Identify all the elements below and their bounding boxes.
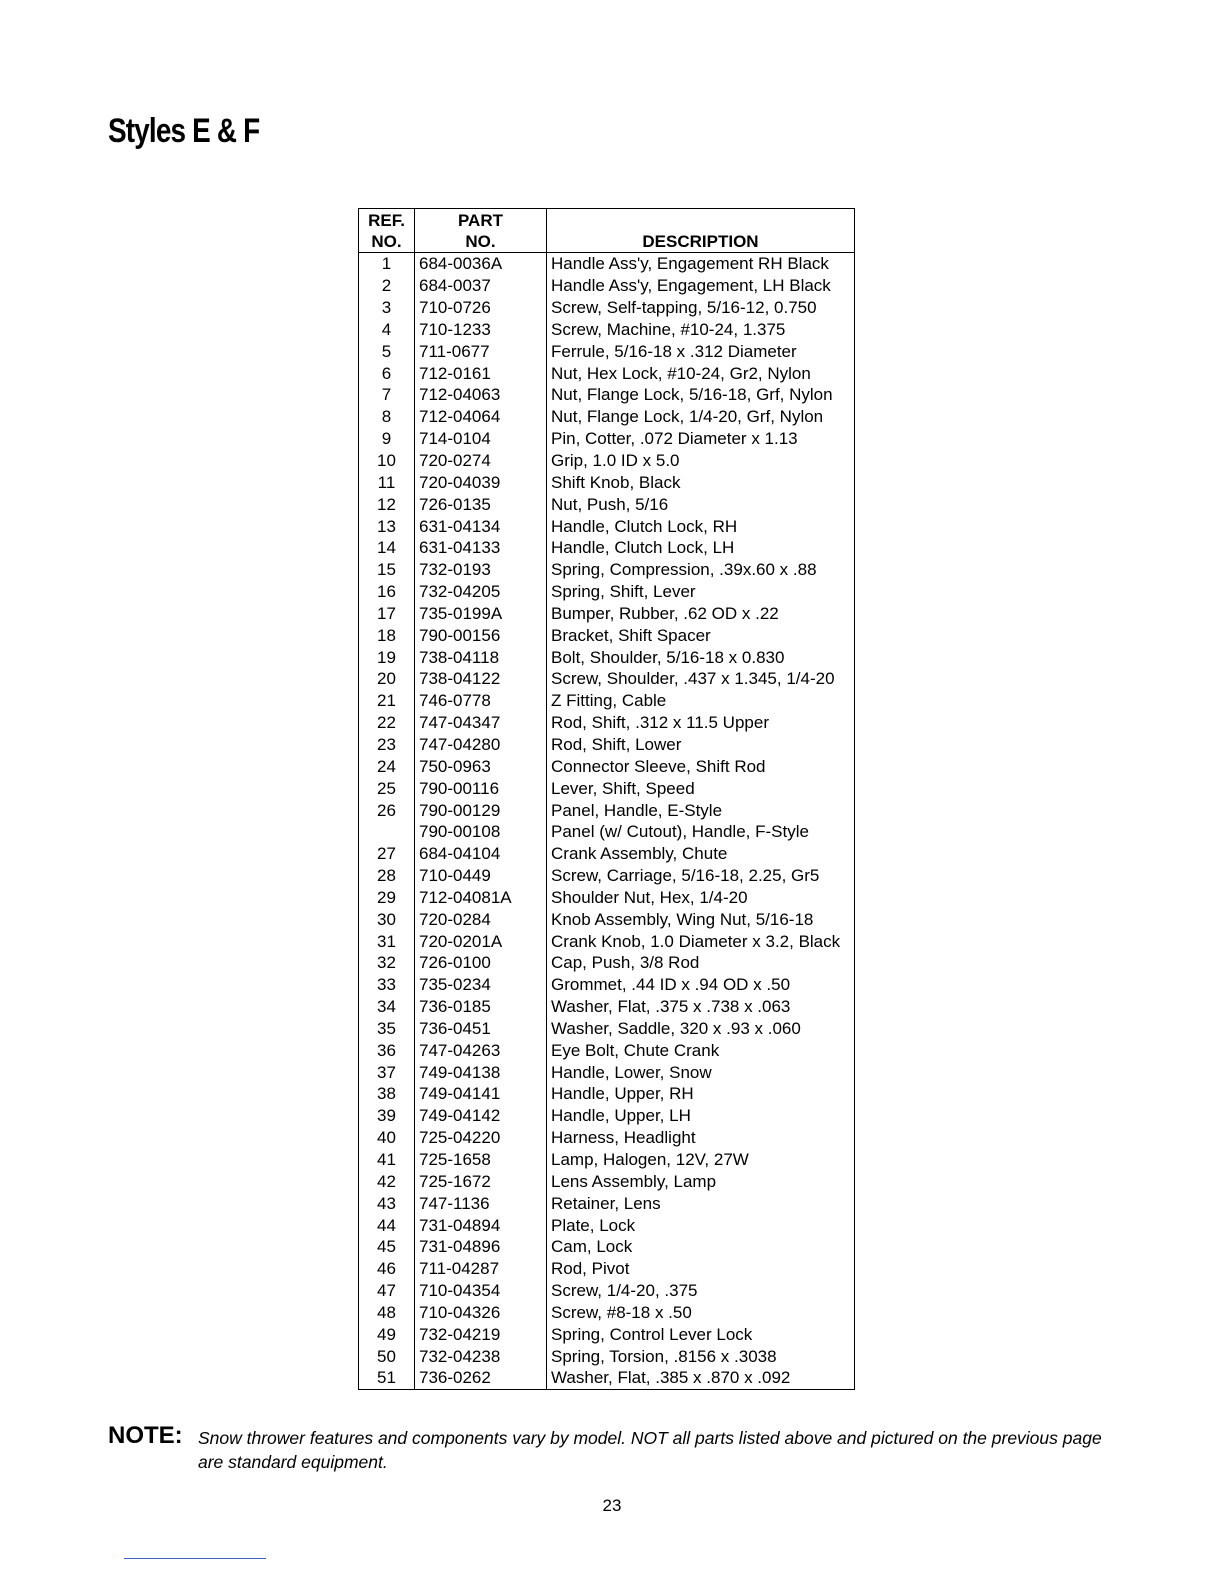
table-row: [359, 603, 855, 625]
description-cell: Washer, Flat, .375 x .738 x .063: [547, 996, 855, 1018]
parts-table-body: [359, 253, 855, 1390]
table-row: [359, 1083, 855, 1105]
ref-no-cell: 44: [359, 1214, 415, 1236]
part-no-cell: 684-04104: [415, 843, 547, 865]
table-row: [359, 886, 855, 908]
part-no-cell: 738-04118: [415, 646, 547, 668]
ref-no-cell: 32: [359, 952, 415, 974]
part-no-cell: 684-0037: [415, 275, 547, 297]
description-cell: Cam, Lock: [547, 1236, 855, 1258]
part-no-cell: 732-04238: [415, 1345, 547, 1367]
ref-no-cell: 14: [359, 537, 415, 559]
description-cell: Pin, Cotter, .072 Diameter x 1.13: [547, 428, 855, 450]
part-no-cell: 747-1136: [415, 1192, 547, 1214]
table-row: [359, 1127, 855, 1149]
description-cell: Harness, Headlight: [547, 1127, 855, 1149]
description-cell: Cap, Push, 3/8 Rod: [547, 952, 855, 974]
part-no-cell: 749-04142: [415, 1105, 547, 1127]
ref-no-cell: [359, 821, 415, 843]
description-cell: Spring, Control Lever Lock: [547, 1323, 855, 1345]
description-cell: Screw, Shoulder, .437 x 1.345, 1/4-20: [547, 668, 855, 690]
ref-no-cell: 5: [359, 340, 415, 362]
description-cell: Retainer, Lens: [547, 1192, 855, 1214]
description-cell: Shift Knob, Black: [547, 471, 855, 493]
part-no-cell: 750-0963: [415, 755, 547, 777]
description-cell: Screw, Machine, #10-24, 1.375: [547, 319, 855, 341]
table-row: [359, 493, 855, 515]
part-no-cell: 790-00116: [415, 777, 547, 799]
description-cell: Nut, Flange Lock, 5/16-18, Grf, Nylon: [547, 384, 855, 406]
description-cell: Rod, Shift, Lower: [547, 734, 855, 756]
part-no-cell: 631-04133: [415, 537, 547, 559]
table-row: [359, 908, 855, 930]
table-row: [359, 930, 855, 952]
ref-no-cell: 39: [359, 1105, 415, 1127]
part-no-cell: 746-0778: [415, 690, 547, 712]
part-no-cell: 720-0201A: [415, 930, 547, 952]
part-no-cell: 711-0677: [415, 340, 547, 362]
parts-table: [358, 208, 855, 1390]
description-cell: Knob Assembly, Wing Nut, 5/16-18: [547, 908, 855, 930]
part-no-cell: 710-0449: [415, 865, 547, 887]
part-no-cell: 712-04063: [415, 384, 547, 406]
table-row: [359, 668, 855, 690]
part-no-cell: 738-04122: [415, 668, 547, 690]
table-row: [359, 384, 855, 406]
ref-no-cell: 51: [359, 1367, 415, 1389]
description-cell: Handle, Clutch Lock, LH: [547, 537, 855, 559]
table-row: [359, 1192, 855, 1214]
table-row: [359, 624, 855, 646]
table-row: [359, 1149, 855, 1171]
ref-no-cell: 8: [359, 406, 415, 428]
part-no-cell: 725-1658: [415, 1149, 547, 1171]
description-header: [547, 209, 855, 253]
description-cell: Washer, Saddle, 320 x .93 x .060: [547, 1018, 855, 1040]
part-no-cell: 684-0036A: [415, 253, 547, 275]
part-no-cell: 747-04347: [415, 712, 547, 734]
part-no-cell: 732-04219: [415, 1323, 547, 1345]
table-row: [359, 275, 855, 297]
table-header-row: [359, 209, 855, 253]
description-cell: Panel (w/ Cutout), Handle, F-Style: [547, 821, 855, 843]
ref-no-cell: 6: [359, 362, 415, 384]
ref-no-cell: 16: [359, 581, 415, 603]
description-cell: Handle, Lower, Snow: [547, 1061, 855, 1083]
part-no-cell: 710-04354: [415, 1280, 547, 1302]
description-cell: Crank Assembly, Chute: [547, 843, 855, 865]
ref-no-cell: 30: [359, 908, 415, 930]
description-cell: Lens Assembly, Lamp: [547, 1170, 855, 1192]
description-cell: Bracket, Shift Spacer: [547, 624, 855, 646]
description-cell: Nut, Push, 5/16: [547, 493, 855, 515]
table-row: [359, 996, 855, 1018]
part-no-cell: 732-0193: [415, 559, 547, 581]
table-row: [359, 253, 855, 275]
table-row: [359, 1345, 855, 1367]
ref-no-cell: 10: [359, 450, 415, 472]
ref-no-cell: 17: [359, 603, 415, 625]
ref-no-cell: 7: [359, 384, 415, 406]
table-row: [359, 1236, 855, 1258]
ref-no-cell: 40: [359, 1127, 415, 1149]
part-no-cell: 790-00129: [415, 799, 547, 821]
ref-no-cell: 12: [359, 493, 415, 515]
table-row: [359, 340, 855, 362]
ref-no-cell: 25: [359, 777, 415, 799]
description-cell: Screw, #8-18 x .50: [547, 1302, 855, 1324]
ref-no-cell: 1: [359, 253, 415, 275]
part-no-cell: 735-0234: [415, 974, 547, 996]
part-no-cell: 710-1233: [415, 319, 547, 341]
description-cell: Spring, Shift, Lever: [547, 581, 855, 603]
ref-no-header: [359, 209, 415, 253]
footer-rule: [124, 1558, 266, 1559]
ref-no-cell: 43: [359, 1192, 415, 1214]
description-cell: Lever, Shift, Speed: [547, 777, 855, 799]
table-row: [359, 537, 855, 559]
part-no-cell: 725-04220: [415, 1127, 547, 1149]
ref-no-cell: 2: [359, 275, 415, 297]
part-no-cell: 720-04039: [415, 471, 547, 493]
description-cell: Connector Sleeve, Shift Rod: [547, 755, 855, 777]
description-cell: Handle, Clutch Lock, RH: [547, 515, 855, 537]
ref-no-cell: 31: [359, 930, 415, 952]
table-row: [359, 1302, 855, 1324]
table-row: [359, 821, 855, 843]
part-no-cell: 720-0284: [415, 908, 547, 930]
ref-no-cell: 4: [359, 319, 415, 341]
ref-no-cell: 42: [359, 1170, 415, 1192]
description-cell: Plate, Lock: [547, 1214, 855, 1236]
description-cell: Handle Ass'y, Engagement RH Black: [547, 253, 855, 275]
part-no-cell: 747-04280: [415, 734, 547, 756]
table-row: [359, 755, 855, 777]
part-no-cell: 714-0104: [415, 428, 547, 450]
table-row: [359, 1039, 855, 1061]
description-cell: Handle, Upper, RH: [547, 1083, 855, 1105]
table-row: [359, 843, 855, 865]
ref-no-cell: 33: [359, 974, 415, 996]
part-no-cell: 726-0135: [415, 493, 547, 515]
ref-no-cell: 26: [359, 799, 415, 821]
description-cell: Ferrule, 5/16-18 x .312 Diameter: [547, 340, 855, 362]
ref-no-cell: 18: [359, 624, 415, 646]
table-row: [359, 297, 855, 319]
description-cell: Shoulder Nut, Hex, 1/4-20: [547, 886, 855, 908]
ref-no-cell: 38: [359, 1083, 415, 1105]
ref-no-cell: 34: [359, 996, 415, 1018]
table-row: [359, 1367, 855, 1389]
part-no-cell: 712-04081A: [415, 886, 547, 908]
part-header-line1: PART: [457, 211, 503, 230]
part-no-cell: 731-04894: [415, 1214, 547, 1236]
ref-no-cell: 50: [359, 1345, 415, 1367]
table-row: [359, 646, 855, 668]
table-row: [359, 952, 855, 974]
table-row: [359, 471, 855, 493]
ref-no-cell: 11: [359, 471, 415, 493]
description-cell: Nut, Hex Lock, #10-24, Gr2, Nylon: [547, 362, 855, 384]
table-row: [359, 406, 855, 428]
note-label: NOTE:: [108, 1422, 183, 1449]
table-row: [359, 559, 855, 581]
ref-no-cell: 21: [359, 690, 415, 712]
table-row: [359, 515, 855, 537]
table-row: [359, 1018, 855, 1040]
ref-no-cell: 48: [359, 1302, 415, 1324]
table-row: [359, 319, 855, 341]
description-cell: Grommet, .44 ID x .94 OD x .50: [547, 974, 855, 996]
ref-no-cell: 41: [359, 1149, 415, 1171]
table-row: [359, 1214, 855, 1236]
ref-no-cell: 22: [359, 712, 415, 734]
part-no-header: [415, 209, 547, 253]
ref-no-cell: 15: [359, 559, 415, 581]
part-header-line2: NO.: [465, 232, 496, 251]
table-row: [359, 1323, 855, 1345]
ref-no-cell: 9: [359, 428, 415, 450]
description-cell: Handle Ass'y, Engagement, LH Black: [547, 275, 855, 297]
description-cell: Bumper, Rubber, .62 OD x .22: [547, 603, 855, 625]
part-no-cell: 747-04263: [415, 1039, 547, 1061]
table-row: [359, 450, 855, 472]
ref-no-cell: 28: [359, 865, 415, 887]
table-row: [359, 865, 855, 887]
description-cell: Screw, Carriage, 5/16-18, 2.25, Gr5: [547, 865, 855, 887]
part-no-cell: 720-0274: [415, 450, 547, 472]
description-cell: Spring, Compression, .39x.60 x .88: [547, 559, 855, 581]
description-cell: Spring, Torsion, .8156 x .3038: [547, 1345, 855, 1367]
ref-no-cell: 49: [359, 1323, 415, 1345]
part-no-cell: 712-0161: [415, 362, 547, 384]
part-no-cell: 631-04134: [415, 515, 547, 537]
ref-no-cell: 23: [359, 734, 415, 756]
description-cell: Handle, Upper, LH: [547, 1105, 855, 1127]
part-no-cell: 726-0100: [415, 952, 547, 974]
description-cell: Rod, Shift, .312 x 11.5 Upper: [547, 712, 855, 734]
ref-no-cell: 3: [359, 297, 415, 319]
description-cell: Panel, Handle, E-Style: [547, 799, 855, 821]
ref-no-cell: 29: [359, 886, 415, 908]
table-row: [359, 428, 855, 450]
description-cell: Crank Knob, 1.0 Diameter x 3.2, Black: [547, 930, 855, 952]
table-row: [359, 1061, 855, 1083]
description-cell: Screw, 1/4-20, .375: [547, 1280, 855, 1302]
description-cell: Eye Bolt, Chute Crank: [547, 1039, 855, 1061]
ref-no-cell: 36: [359, 1039, 415, 1061]
part-no-cell: 735-0199A: [415, 603, 547, 625]
ref-header-line1: REF.: [368, 211, 405, 230]
description-cell: Nut, Flange Lock, 1/4-20, Grf, Nylon: [547, 406, 855, 428]
ref-header-line2: NO.: [371, 232, 402, 251]
page-number: 23: [602, 1496, 622, 1515]
part-no-cell: 710-0726: [415, 297, 547, 319]
part-no-cell: 749-04141: [415, 1083, 547, 1105]
part-no-cell: 725-1672: [415, 1170, 547, 1192]
description-cell: Lamp, Halogen, 12V, 27W: [547, 1149, 855, 1171]
table-row: [359, 1105, 855, 1127]
description-cell: Grip, 1.0 ID x 5.0: [547, 450, 855, 472]
description-cell: Bolt, Shoulder, 5/16-18 x 0.830: [547, 646, 855, 668]
ref-no-cell: 45: [359, 1236, 415, 1258]
part-no-cell: 731-04896: [415, 1236, 547, 1258]
ref-no-cell: 46: [359, 1258, 415, 1280]
description-cell: Screw, Self-tapping, 5/16-12, 0.750: [547, 297, 855, 319]
part-no-cell: 736-0185: [415, 996, 547, 1018]
ref-no-cell: 27: [359, 843, 415, 865]
ref-no-cell: 13: [359, 515, 415, 537]
part-no-cell: 736-0262: [415, 1367, 547, 1389]
table-row: [359, 1258, 855, 1280]
part-no-cell: 710-04326: [415, 1302, 547, 1324]
ref-no-cell: 37: [359, 1061, 415, 1083]
table-row: [359, 799, 855, 821]
table-row: [359, 712, 855, 734]
table-row: [359, 734, 855, 756]
description-header-label: DESCRIPTION: [642, 232, 759, 251]
part-no-cell: 749-04138: [415, 1061, 547, 1083]
page-title: Styles E & F: [108, 112, 260, 150]
part-no-cell: 732-04205: [415, 581, 547, 603]
description-cell: Washer, Flat, .385 x .870 x .092: [547, 1367, 855, 1389]
description-cell: Rod, Pivot: [547, 1258, 855, 1280]
part-no-cell: 736-0451: [415, 1018, 547, 1040]
ref-no-cell: 47: [359, 1280, 415, 1302]
part-no-cell: 712-04064: [415, 406, 547, 428]
description-cell: Z Fitting, Cable: [547, 690, 855, 712]
table-row: [359, 777, 855, 799]
ref-no-cell: 35: [359, 1018, 415, 1040]
part-no-cell: 790-00108: [415, 821, 547, 843]
table-row: [359, 974, 855, 996]
table-row: [359, 581, 855, 603]
part-no-cell: 711-04287: [415, 1258, 547, 1280]
note-text: Snow thrower features and components vary by model. NOT all parts listed above and pictured on the previous page are standard equipment.: [198, 1428, 1102, 1472]
table-row: [359, 1280, 855, 1302]
ref-no-cell: 19: [359, 646, 415, 668]
table-row: [359, 690, 855, 712]
table-row: [359, 1170, 855, 1192]
part-no-cell: 790-00156: [415, 624, 547, 646]
ref-no-cell: 20: [359, 668, 415, 690]
table-row: [359, 362, 855, 384]
ref-no-cell: 24: [359, 755, 415, 777]
